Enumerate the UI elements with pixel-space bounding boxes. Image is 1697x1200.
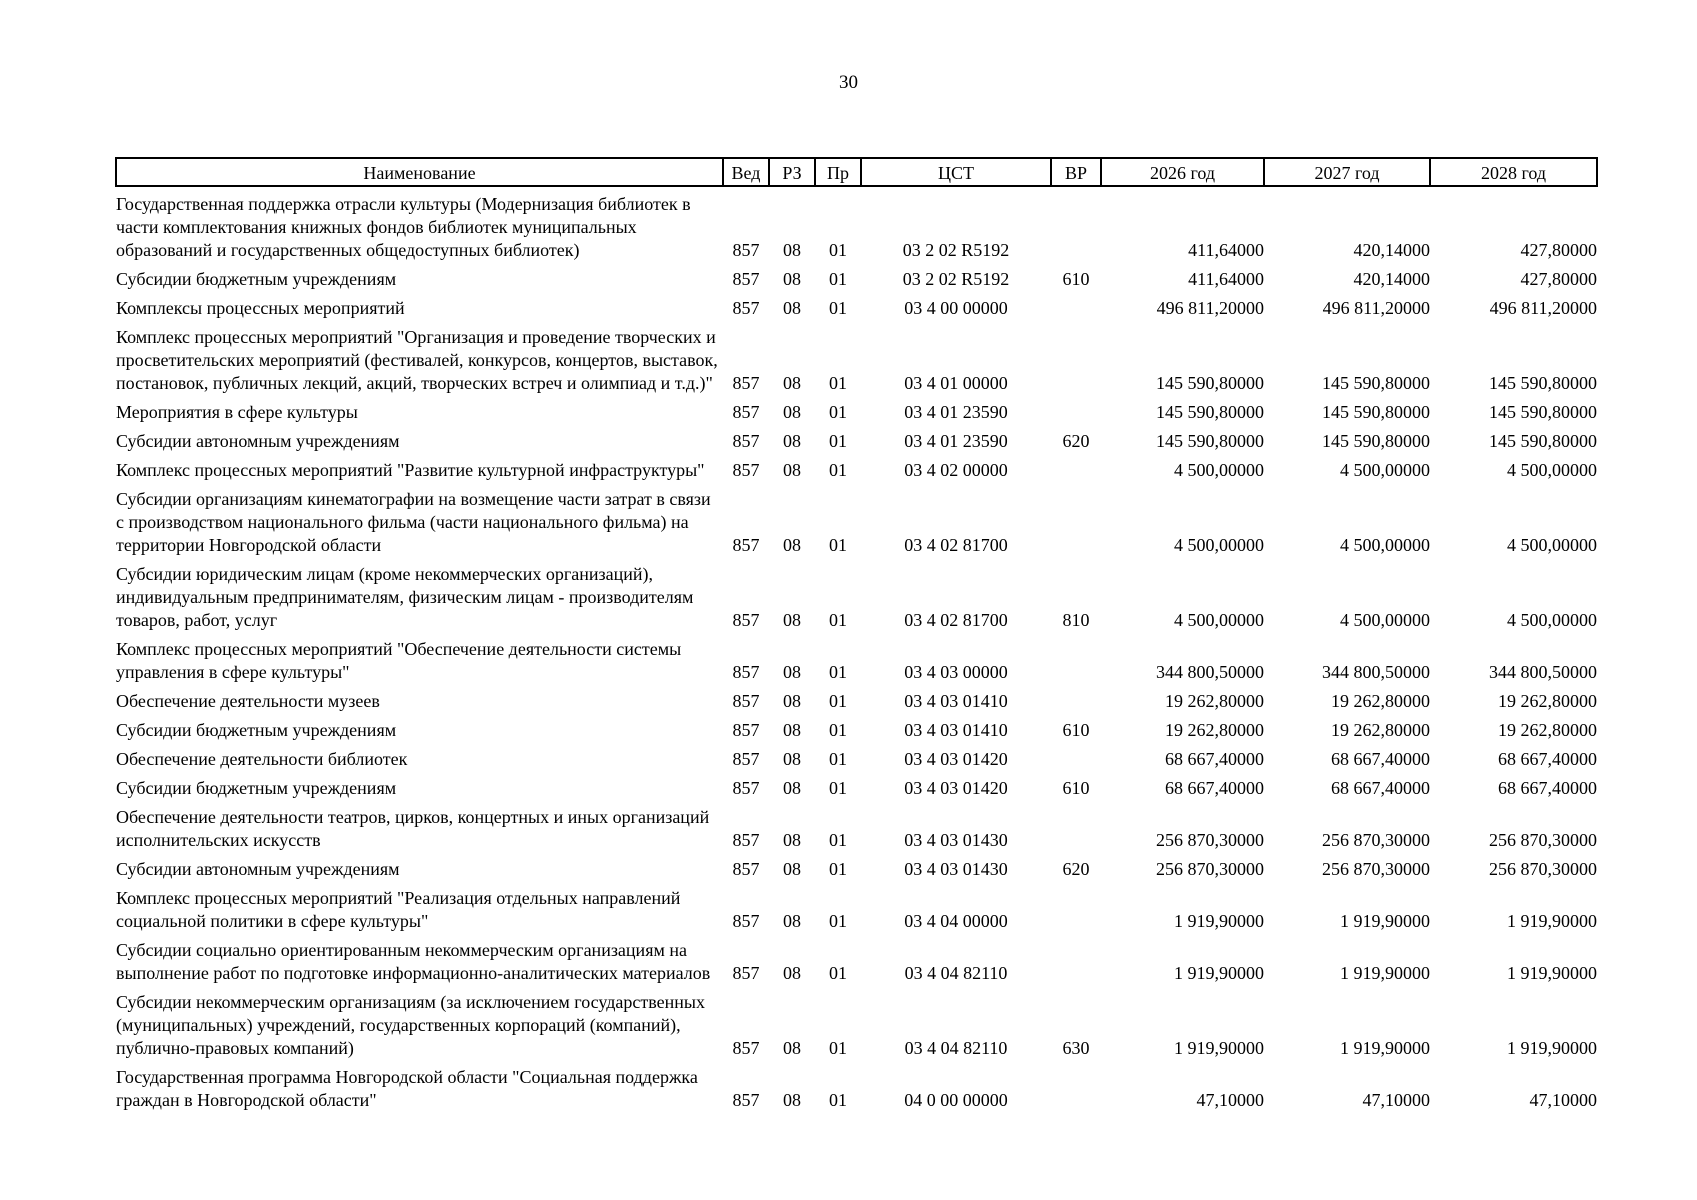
table-row [116, 1060, 1597, 1112]
cell-2027: 4 500,00000 [1340, 535, 1430, 555]
cell-pr: 01 [829, 431, 847, 451]
cell-rz: 08 [783, 749, 801, 769]
cell-name: Субсидии юридическим лицам (кроме некоммерческих организаций), индивидуальным предпринимателям, физическим лицам - производителям товаров, работ, услуг [116, 564, 694, 630]
cell-2026: 4 500,00000 [1174, 460, 1264, 480]
cell-rz: 08 [783, 460, 801, 480]
cell-2027: 420,14000 [1353, 269, 1430, 289]
cell-vr [1051, 1060, 1101, 1112]
cell-vd: 857 [732, 963, 760, 983]
cell-rz: 08 [783, 859, 801, 879]
cell-vd: 857 [732, 830, 760, 850]
cell-vd: 857 [732, 859, 760, 879]
cell-2026: 1 919,90000 [1174, 911, 1264, 931]
cell-2027: 145 590,80000 [1322, 373, 1430, 393]
cell-vd: 857 [732, 402, 760, 422]
cell-2027: 19 262,80000 [1331, 720, 1430, 740]
cell-cst: 03 4 03 01430 [904, 830, 1008, 850]
cell-2026: 145 590,80000 [1156, 402, 1264, 422]
cell-cst: 03 4 03 01410 [904, 720, 1008, 740]
cell-vd: 857 [732, 610, 760, 630]
cell-rz: 08 [783, 720, 801, 740]
cell-2028: 145 590,80000 [1489, 373, 1597, 393]
cell-rz: 08 [783, 911, 801, 931]
cell-vd: 857 [732, 269, 760, 289]
table-row [116, 713, 1597, 742]
cell-pr: 01 [829, 373, 847, 393]
cell-vd: 857 [732, 535, 760, 555]
cell-2026: 1 919,90000 [1174, 1038, 1264, 1058]
budget-table [115, 157, 1598, 1112]
cell-cst: 03 4 01 00000 [904, 373, 1008, 393]
cell-cst: 03 4 04 82110 [904, 963, 1008, 983]
table-row [116, 424, 1597, 453]
cell-rz: 08 [783, 830, 801, 850]
header-pr: Пр [815, 158, 861, 186]
cell-cst: 03 4 03 01420 [904, 778, 1008, 798]
cell-vd: 857 [732, 662, 760, 682]
cell-vr: 620 [1062, 431, 1090, 451]
header-name: Наименование [116, 158, 723, 186]
cell-cst: 03 4 03 01420 [904, 749, 1008, 769]
cell-pr: 01 [829, 610, 847, 630]
cell-2026: 68 667,40000 [1165, 778, 1264, 798]
header-2027: 2027 год [1264, 158, 1430, 186]
cell-vr: 610 [1062, 778, 1090, 798]
cell-name: Обеспечение деятельности музеев [116, 691, 380, 711]
cell-2026: 4 500,00000 [1174, 535, 1264, 555]
cell-rz: 08 [783, 1090, 801, 1110]
table-row [116, 482, 1597, 557]
cell-2026: 256 870,30000 [1156, 830, 1264, 850]
cell-2028: 68 667,40000 [1498, 749, 1597, 769]
cell-cst: 03 4 01 23590 [904, 402, 1008, 422]
cell-vd: 857 [732, 298, 760, 318]
cell-vd: 857 [732, 778, 760, 798]
cell-2028: 1 919,90000 [1507, 1038, 1597, 1058]
cell-name: Субсидии бюджетным учреждениям [116, 720, 397, 740]
cell-name: Обеспечение деятельности театров, цирков, концертных и иных организаций исполнительских искусств [116, 807, 710, 850]
cell-name: Субсидии автономным учреждениям [116, 859, 400, 879]
cell-rz: 08 [783, 431, 801, 451]
cell-pr: 01 [829, 830, 847, 850]
cell-vr: 610 [1062, 720, 1090, 740]
cell-name: Государственная поддержка отрасли культуры (Модернизация библиотек в части комплектования книжных фондов библиотек муниципальных образований и государственных общедоступных библиотек) [116, 194, 691, 260]
header-rz: РЗ [769, 158, 815, 186]
cell-rz: 08 [783, 269, 801, 289]
cell-vr: 630 [1062, 1038, 1090, 1058]
cell-2027: 68 667,40000 [1331, 778, 1430, 798]
cell-name: Субсидии автономным учреждениям [116, 431, 400, 451]
cell-2026: 496 811,20000 [1156, 298, 1264, 318]
cell-name: Обеспечение деятельности библиотек [116, 749, 408, 769]
cell-name: Мероприятия в сфере культуры [116, 402, 358, 422]
cell-name: Комплекс процессных мероприятий "Организация и проведение творческих и просветительских мероприятий (фестивалей, конкурсов, концертов, выставок, постановок, публичных лекций, акций, творческих встреч и олимпиад и т.д.)" [116, 327, 718, 393]
cell-name: Субсидии некоммерческим организациям (за исключением государственных (муниципальных) учреждений, государственных корпораций (компаний), публично-правовых компаний) [116, 992, 706, 1058]
cell-pr: 01 [829, 269, 847, 289]
cell-name: Субсидии социально ориентированным некоммерческим организациям на выполнение работ по подготовке информационно-аналитических материалов [116, 940, 711, 983]
table-row [116, 852, 1597, 881]
cell-vr: 610 [1062, 269, 1090, 289]
table-row [116, 800, 1597, 852]
cell-cst: 03 4 03 01430 [904, 859, 1008, 879]
page-number: 30 [839, 72, 858, 93]
cell-vd: 857 [732, 460, 760, 480]
cell-name: Комплекс процессных мероприятий "Развитие культурной инфраструктуры" [116, 460, 705, 480]
cell-pr: 01 [829, 749, 847, 769]
table-row [116, 771, 1597, 800]
cell-name: Комплекс процессных мероприятий "Обеспечение деятельности системы управления в сфере культуры" [116, 639, 682, 682]
cell-pr: 01 [829, 662, 847, 682]
cell-vr [1051, 742, 1101, 771]
cell-rz: 08 [783, 535, 801, 555]
cell-2027: 4 500,00000 [1340, 460, 1430, 480]
cell-vd: 857 [732, 240, 760, 260]
cell-2028: 145 590,80000 [1489, 402, 1597, 422]
cell-2026: 19 262,80000 [1165, 720, 1264, 740]
table-row [116, 453, 1597, 482]
cell-name: Субсидии организациям кинематографии на возмещение части затрат в связи с производством национального фильма (части национального фильма) на территории Новгородской области [116, 489, 711, 555]
cell-cst: 03 4 02 81700 [904, 535, 1008, 555]
cell-2027: 4 500,00000 [1340, 610, 1430, 630]
table-row [116, 395, 1597, 424]
cell-2027: 344 800,50000 [1322, 662, 1430, 682]
cell-pr: 01 [829, 720, 847, 740]
table-row [116, 881, 1597, 933]
cell-name: Субсидии бюджетным учреждениям [116, 269, 397, 289]
cell-vr [1051, 453, 1101, 482]
cell-cst: 03 4 04 00000 [904, 911, 1008, 931]
cell-cst: 03 4 01 23590 [904, 431, 1008, 451]
cell-2027: 68 667,40000 [1331, 749, 1430, 769]
cell-name: Комплекс процессных мероприятий "Реализация отдельных направлений социальной политики в сфере культуры" [116, 888, 681, 931]
table-body [116, 186, 1597, 1112]
cell-2027: 496 811,20000 [1322, 298, 1430, 318]
cell-vr: 620 [1062, 859, 1090, 879]
cell-cst: 04 0 00 00000 [904, 1090, 1008, 1110]
cell-2026: 19 262,80000 [1165, 691, 1264, 711]
cell-2028: 1 919,90000 [1507, 911, 1597, 931]
cell-vr [1051, 320, 1101, 395]
cell-rz: 08 [783, 662, 801, 682]
cell-2026: 256 870,30000 [1156, 859, 1264, 879]
cell-2027: 47,10000 [1362, 1090, 1430, 1110]
table-row [116, 933, 1597, 985]
cell-2028: 19 262,80000 [1498, 720, 1597, 740]
cell-2028: 4 500,00000 [1507, 610, 1597, 630]
cell-pr: 01 [829, 460, 847, 480]
cell-2026: 411,64000 [1188, 240, 1264, 260]
cell-rz: 08 [783, 610, 801, 630]
cell-2028: 4 500,00000 [1507, 460, 1597, 480]
cell-pr: 01 [829, 691, 847, 711]
cell-2028: 256 870,30000 [1489, 859, 1597, 879]
cell-vd: 857 [732, 373, 760, 393]
cell-2026: 411,64000 [1188, 269, 1264, 289]
cell-vd: 857 [732, 1038, 760, 1058]
cell-rz: 08 [783, 1038, 801, 1058]
cell-vr [1051, 933, 1101, 985]
header-2026: 2026 год [1101, 158, 1264, 186]
cell-pr: 01 [829, 402, 847, 422]
cell-2027: 256 870,30000 [1322, 859, 1430, 879]
cell-2028: 496 811,20000 [1489, 298, 1597, 318]
cell-2027: 1 919,90000 [1340, 1038, 1430, 1058]
cell-vr [1051, 291, 1101, 320]
cell-vd: 857 [732, 720, 760, 740]
cell-2028: 427,80000 [1520, 240, 1597, 260]
cell-vr [1051, 684, 1101, 713]
cell-vd: 857 [732, 911, 760, 931]
cell-cst: 03 4 02 81700 [904, 610, 1008, 630]
cell-pr: 01 [829, 240, 847, 260]
cell-2027: 145 590,80000 [1322, 402, 1430, 422]
cell-pr: 01 [829, 1038, 847, 1058]
cell-2026: 47,10000 [1196, 1090, 1264, 1110]
cell-rz: 08 [783, 402, 801, 422]
cell-2028: 145 590,80000 [1489, 431, 1597, 451]
cell-2026: 68 667,40000 [1165, 749, 1264, 769]
cell-pr: 01 [829, 535, 847, 555]
cell-name: Государственная программа Новгородской области "Социальная поддержка граждан в Новгородской области" [116, 1067, 698, 1110]
cell-rz: 08 [783, 298, 801, 318]
cell-vr [1051, 800, 1101, 852]
cell-pr: 01 [829, 778, 847, 798]
cell-cst: 03 4 04 82110 [904, 1038, 1008, 1058]
cell-cst: 03 4 03 00000 [904, 662, 1008, 682]
cell-2026: 1 919,90000 [1174, 963, 1264, 983]
cell-2028: 68 667,40000 [1498, 778, 1597, 798]
cell-cst: 03 2 02 R5192 [902, 240, 1010, 260]
cell-pr: 01 [829, 859, 847, 879]
table-row [116, 291, 1597, 320]
cell-2028: 4 500,00000 [1507, 535, 1597, 555]
cell-vd: 857 [732, 749, 760, 769]
header-vr: ВР [1051, 158, 1101, 186]
cell-2028: 256 870,30000 [1489, 830, 1597, 850]
cell-name: Субсидии бюджетным учреждениям [116, 778, 397, 798]
table-row [116, 320, 1597, 395]
cell-2028: 427,80000 [1520, 269, 1597, 289]
cell-2026: 145 590,80000 [1156, 373, 1264, 393]
cell-pr: 01 [829, 963, 847, 983]
cell-2027: 420,14000 [1353, 240, 1430, 260]
cell-2027: 145 590,80000 [1322, 431, 1430, 451]
cell-rz: 08 [783, 373, 801, 393]
cell-2028: 19 262,80000 [1498, 691, 1597, 711]
cell-vr [1051, 395, 1101, 424]
cell-2026: 344 800,50000 [1156, 662, 1264, 682]
cell-2027: 1 919,90000 [1340, 963, 1430, 983]
cell-cst: 03 4 00 00000 [904, 298, 1008, 318]
cell-pr: 01 [829, 911, 847, 931]
table-row [116, 742, 1597, 771]
cell-vd: 857 [732, 431, 760, 451]
header-vd: Вед [723, 158, 769, 186]
cell-name: Комплексы процессных мероприятий [116, 298, 405, 318]
cell-2027: 1 919,90000 [1340, 911, 1430, 931]
cell-cst: 03 4 02 00000 [904, 460, 1008, 480]
table-row [116, 557, 1597, 632]
cell-pr: 01 [829, 298, 847, 318]
cell-vr: 810 [1062, 610, 1090, 630]
cell-2026: 145 590,80000 [1156, 431, 1264, 451]
cell-vr [1051, 632, 1101, 684]
header-cst: ЦСТ [861, 158, 1051, 186]
cell-2027: 19 262,80000 [1331, 691, 1430, 711]
table-header-row [116, 158, 1597, 186]
cell-2028: 1 919,90000 [1507, 963, 1597, 983]
cell-rz: 08 [783, 778, 801, 798]
cell-cst: 03 4 03 01410 [904, 691, 1008, 711]
cell-2028: 344 800,50000 [1489, 662, 1597, 682]
table-row [116, 632, 1597, 684]
cell-vr [1051, 482, 1101, 557]
cell-vr [1051, 186, 1101, 262]
table-row [116, 985, 1597, 1060]
cell-cst: 03 2 02 R5192 [902, 269, 1010, 289]
cell-2027: 256 870,30000 [1322, 830, 1430, 850]
cell-vd: 857 [732, 1090, 760, 1110]
cell-rz: 08 [783, 691, 801, 711]
cell-vd: 857 [732, 691, 760, 711]
cell-2028: 47,10000 [1529, 1090, 1597, 1110]
table-row [116, 186, 1597, 262]
cell-vr [1051, 881, 1101, 933]
table-row [116, 262, 1597, 291]
cell-pr: 01 [829, 1090, 847, 1110]
cell-rz: 08 [783, 240, 801, 260]
cell-rz: 08 [783, 963, 801, 983]
header-2028: 2028 год [1430, 158, 1597, 186]
cell-2026: 4 500,00000 [1174, 610, 1264, 630]
table-row [116, 684, 1597, 713]
